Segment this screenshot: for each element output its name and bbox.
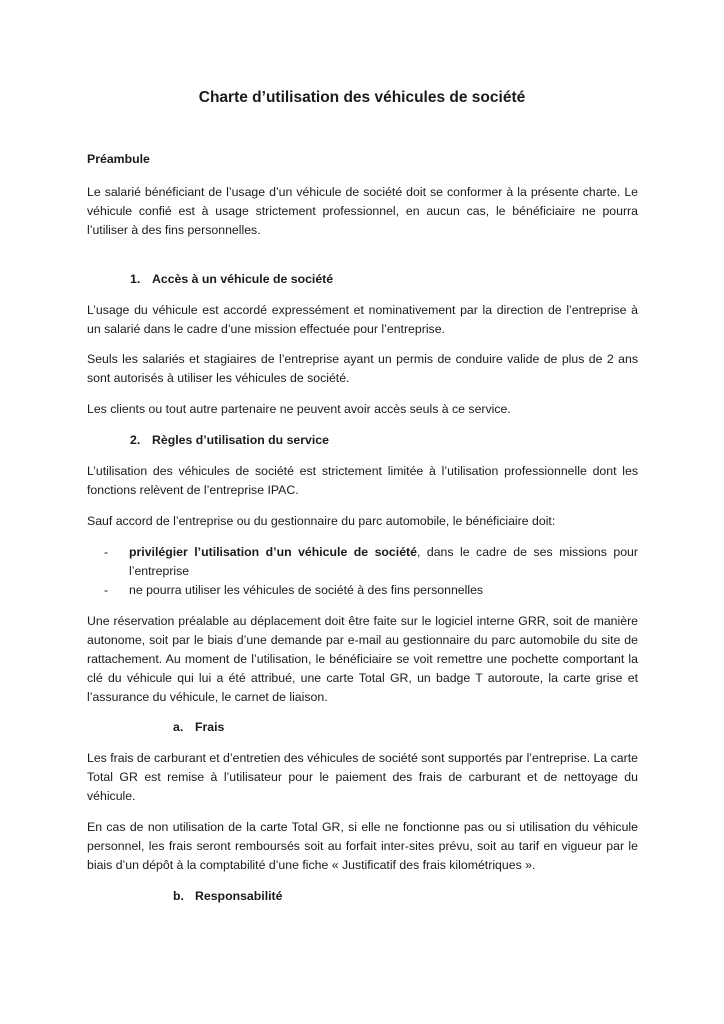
section-1-title: Accès à un véhicule de société: [152, 272, 334, 286]
subsection-b-letter: b.: [173, 889, 184, 903]
section-2-paragraph-2: Sauf accord de l’entreprise ou du gestionnaire du parc automobile, le bénéficiaire doit:: [87, 514, 556, 528]
subsection-a-paragraph-1: Les frais de carburant et d’entretien des véhicules de société sont supportés par l’entreprise. La carte Total GR est remise à l’utilisateur pour le paiement des frais de carburant et de nettoyage du véhicule.: [87, 751, 638, 803]
bullet-marker: -: [104, 545, 109, 559]
subsection-a-letter: a.: [173, 720, 184, 734]
section-2-paragraph-3: Une réservation préalable au déplacement doit être faite sur le logiciel interne GRR, soit de manière autonome, soit par le biais d’une demande par e-mail au gestionnaire du parc automobile du site de rattachement. Au moment de l’utilisation, le bénéficiaire se voit remettre une pochette comportant la clé du véhicule qui lui a été attribué, une carte Total GR, un badge T autoroute, la carte grise et l’assurance du véhicule, le carnet de liaison.: [87, 614, 638, 704]
preamble-text: Le salarié bénéficiant de l’usage d’un véhicule de société doit se conformer à la présente charte. Le véhicule confié est à usage strictement professionnel, en aucun cas, le bénéficiaire ne pourra l’utiliser à des fins personnelles.: [87, 185, 638, 237]
bullet-item-2: [87, 581, 638, 601]
bullet-item-1: [87, 543, 638, 583]
section-2-number: 2.: [130, 433, 141, 447]
preamble-heading: Préambule: [87, 152, 150, 166]
section-2-heading: [87, 431, 638, 450]
bullet-marker: -: [104, 583, 109, 597]
subsection-a-paragraph-2: En cas de non utilisation de la carte Total GR, si elle ne fonctionne pas ou si utilisation du véhicule personnel, les frais seront remboursés soit au forfait inter-sites prévu, soit au tarif en vigueur par le biais d’un dépôt à la comptabilité d’une fiche « Justificatif des frais kilométriques ».: [87, 820, 638, 872]
section-1-heading: [87, 270, 638, 289]
section-2-paragraph-1: L’utilisation des véhicules de société est strictement limitée à l’utilisation professionnelle dont les fonctions relèvent de l’entreprise IPAC.: [87, 464, 638, 497]
subsection-b-title: Responsabilité: [195, 889, 283, 903]
section-1-paragraph-1: L’usage du véhicule est accordé expressément et nominativement par la direction de l’entreprise à un salarié dans le cadre d’une mission effectuée pour l’entreprise.: [87, 303, 638, 336]
bullet-1-bold-text: privilégier l’utilisation d’un véhicule de société: [129, 545, 417, 559]
section-1-paragraph-2: Seuls les salariés et stagiaires de l’entreprise ayant un permis de conduire valide de plus de 2 ans sont autorisés à utiliser les véhicules de société.: [87, 352, 638, 385]
subsection-b-heading: [87, 887, 638, 906]
section-1-number: 1.: [130, 272, 141, 286]
page-title: Charte d’utilisation des véhicules de société: [198, 89, 526, 106]
section-2-title: Règles d’utilisation du service: [152, 433, 329, 447]
bullet-1-text: , dans le cadre de ses missions pour l’entreprise: [129, 545, 638, 578]
subsection-a-heading: [87, 718, 638, 737]
bullet-2-text: ne pourra utiliser les véhicules de société à des fins personnelles: [129, 583, 484, 597]
subsection-a-title: Frais: [195, 720, 225, 734]
section-1-paragraph-3: Les clients ou tout autre partenaire ne peuvent avoir accès seuls à ce service.: [87, 402, 511, 416]
